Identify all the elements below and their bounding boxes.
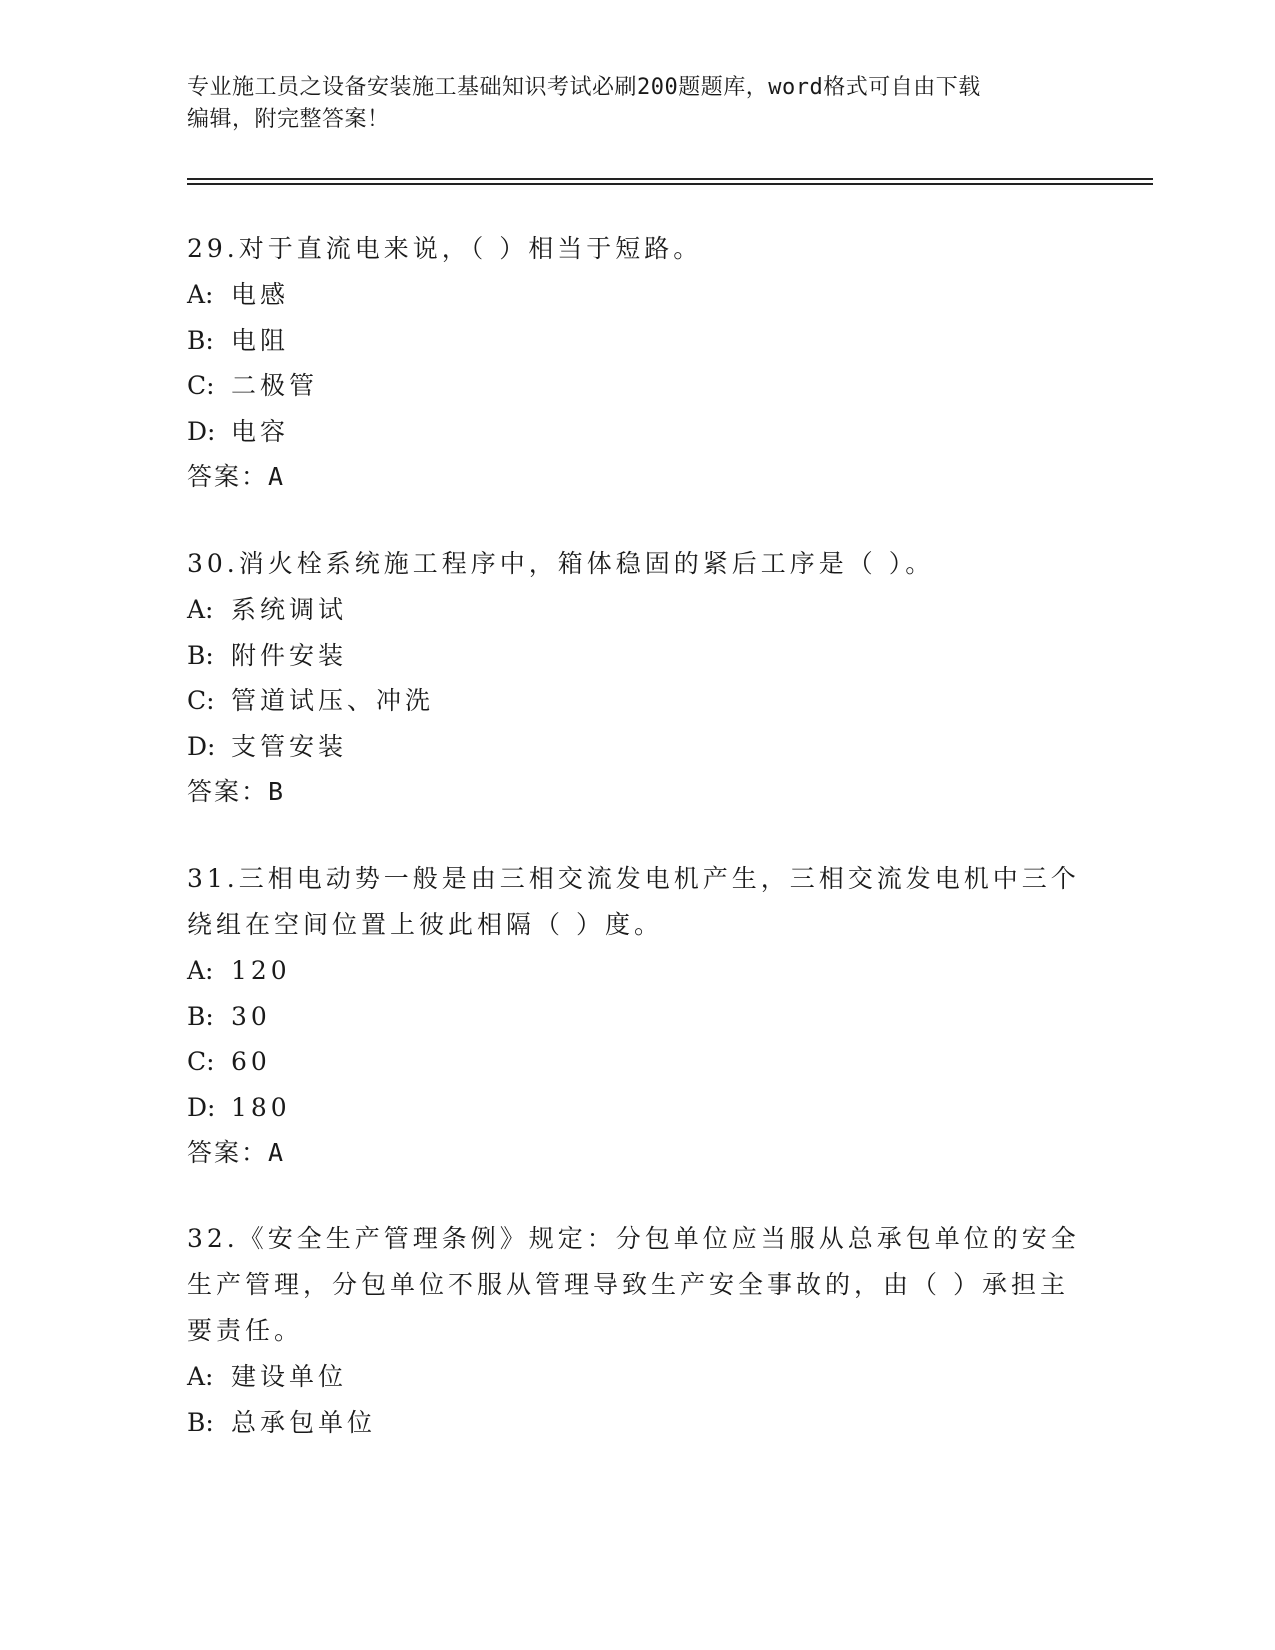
- option-letter: C:: [187, 371, 215, 400]
- option-c: [187, 1039, 1087, 1085]
- answer-label: 答案：: [187, 777, 269, 806]
- option-letter: B:: [187, 325, 214, 355]
- answer-value: B: [268, 777, 286, 806]
- option-b: [187, 318, 1087, 364]
- option-text: 电感: [231, 280, 290, 309]
- header-divider-top: [187, 178, 1153, 180]
- option-c: [187, 678, 1087, 724]
- option-text: 系统调试: [231, 595, 348, 624]
- question-stem-line-3: 要责任。: [187, 1316, 304, 1345]
- question-29: [187, 226, 1087, 500]
- question-31: [187, 856, 1087, 1176]
- option-c: [187, 363, 1087, 409]
- option-text: 建设单位: [231, 1362, 348, 1391]
- header-title-line-1: 专业施工员之设备安装施工基础知识考试必刷200题题库，word格式可自由下载: [187, 75, 981, 100]
- option-letter: D:: [187, 731, 216, 761]
- option-text: 总承包单位: [231, 1407, 377, 1437]
- option-letter: D:: [187, 416, 216, 446]
- option-letter: B:: [187, 1001, 214, 1031]
- option-b: [187, 1400, 1087, 1446]
- question-stem: 29.对于直流电来说，（ ）相当于短路。: [187, 234, 703, 263]
- answer-value: A: [268, 1138, 286, 1167]
- option-text: 二极管: [231, 371, 319, 400]
- question-30: [187, 541, 1087, 815]
- option-text: 180: [231, 1092, 291, 1122]
- answer-label: 答案：: [187, 462, 269, 491]
- option-text: 支管安装: [231, 731, 348, 761]
- option-text: 120: [231, 956, 291, 985]
- answer-value: A: [268, 462, 286, 491]
- option-letter: C:: [187, 686, 215, 715]
- question-stem-line-1: 32.《安全生产管理条例》规定：分包单位应当服从总承包单位的安全: [187, 1224, 1080, 1253]
- question-32: [187, 1216, 1087, 1445]
- option-a: [187, 587, 1087, 633]
- question-stem-line-1: 31.三相电动势一般是由三相交流发电机产生，三相交流发电机中三个: [187, 864, 1080, 893]
- option-a: [187, 272, 1087, 318]
- option-letter: B:: [187, 640, 214, 670]
- option-b: [187, 994, 1087, 1040]
- option-text: 电容: [231, 416, 290, 446]
- answer-line: [187, 1130, 1087, 1176]
- option-a: [187, 1354, 1087, 1400]
- answer-line: [187, 454, 1087, 500]
- answer-label: 答案：: [187, 1138, 269, 1167]
- header-title-line-2: 编辑，附完整答案！: [187, 107, 390, 132]
- question-stem-line-2: 绕组在空间位置上彼此相隔（ ）度。: [187, 910, 663, 939]
- option-letter: A:: [187, 280, 214, 309]
- option-text: 电阻: [231, 325, 290, 355]
- header-divider-bottom: [187, 183, 1153, 185]
- option-text: 管道试压、冲洗: [231, 686, 435, 715]
- question-stem: 30.消火栓系统施工程序中，箱体稳固的紧后工序是（ ）。: [187, 549, 935, 578]
- option-b: [187, 633, 1087, 679]
- option-d: [187, 724, 1087, 770]
- option-letter: A:: [187, 595, 214, 624]
- option-text: 附件安装: [231, 640, 348, 670]
- option-letter: D:: [187, 1092, 216, 1122]
- option-d: [187, 1085, 1087, 1131]
- option-letter: A:: [187, 1362, 214, 1391]
- question-stem-line-2: 生产管理，分包单位不服从管理导致生产安全事故的，由（ ）承担主: [187, 1270, 1069, 1299]
- option-letter: A:: [187, 956, 214, 985]
- document-header: [187, 72, 1087, 136]
- option-letter: B:: [187, 1407, 214, 1437]
- option-letter: C:: [187, 1047, 215, 1076]
- option-a: [187, 948, 1087, 994]
- option-text: 60: [231, 1047, 271, 1076]
- option-d: [187, 409, 1087, 455]
- answer-line: [187, 769, 1087, 815]
- option-text: 30: [231, 1001, 271, 1031]
